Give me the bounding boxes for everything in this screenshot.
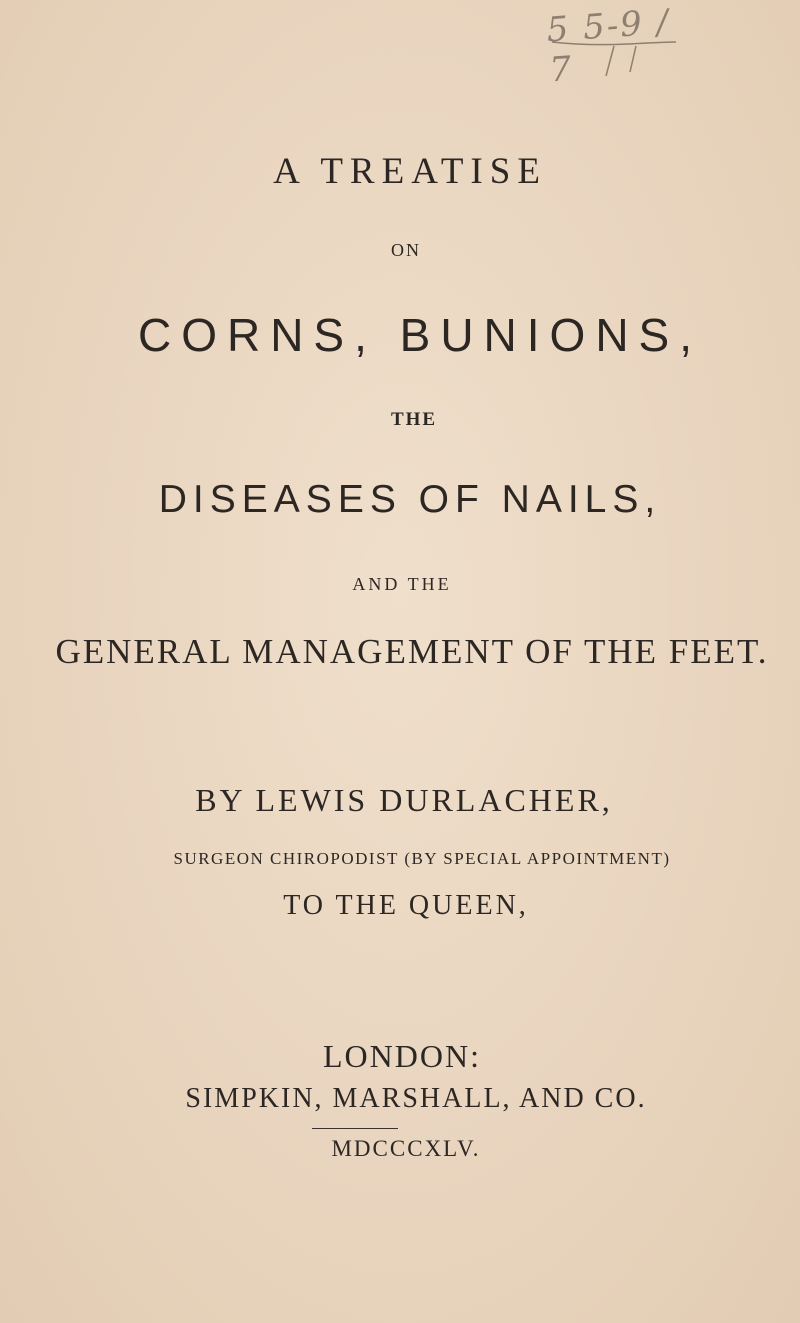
author-appointment: TO THE QUEEN, (283, 890, 529, 921)
imprint-date: MDCCCXLV. (331, 1136, 481, 1161)
author-byline: BY LEWIS DURLACHER, (195, 782, 613, 818)
title-line-the: THE (390, 409, 438, 430)
title-line-treatise: A TREATISE (273, 151, 547, 192)
imprint-publisher: SIMPKIN, MARSHALL, AND CO. (185, 1083, 647, 1114)
title-line-diseases-of-nails: DISEASES OF NAILS, (158, 478, 662, 521)
imprint-rule (312, 1128, 398, 1129)
title-line-general-management: GENERAL MANAGEMENT OF THE FEET. (55, 632, 769, 671)
imprint-place: LONDON: (323, 1038, 481, 1074)
title-line-on: ON (391, 240, 421, 260)
title-line-corns-bunions: CORNS, BUNIONS, (137, 309, 703, 361)
author-position: SURGEON CHIROPODIST (BY SPECIAL APPOINTMENT) (173, 849, 671, 868)
handwritten-shelfmark: 5 5-9 / 7 (548, 6, 678, 86)
title-line-and-the: AND THE (352, 574, 452, 594)
shelfmark-underline (548, 6, 678, 86)
